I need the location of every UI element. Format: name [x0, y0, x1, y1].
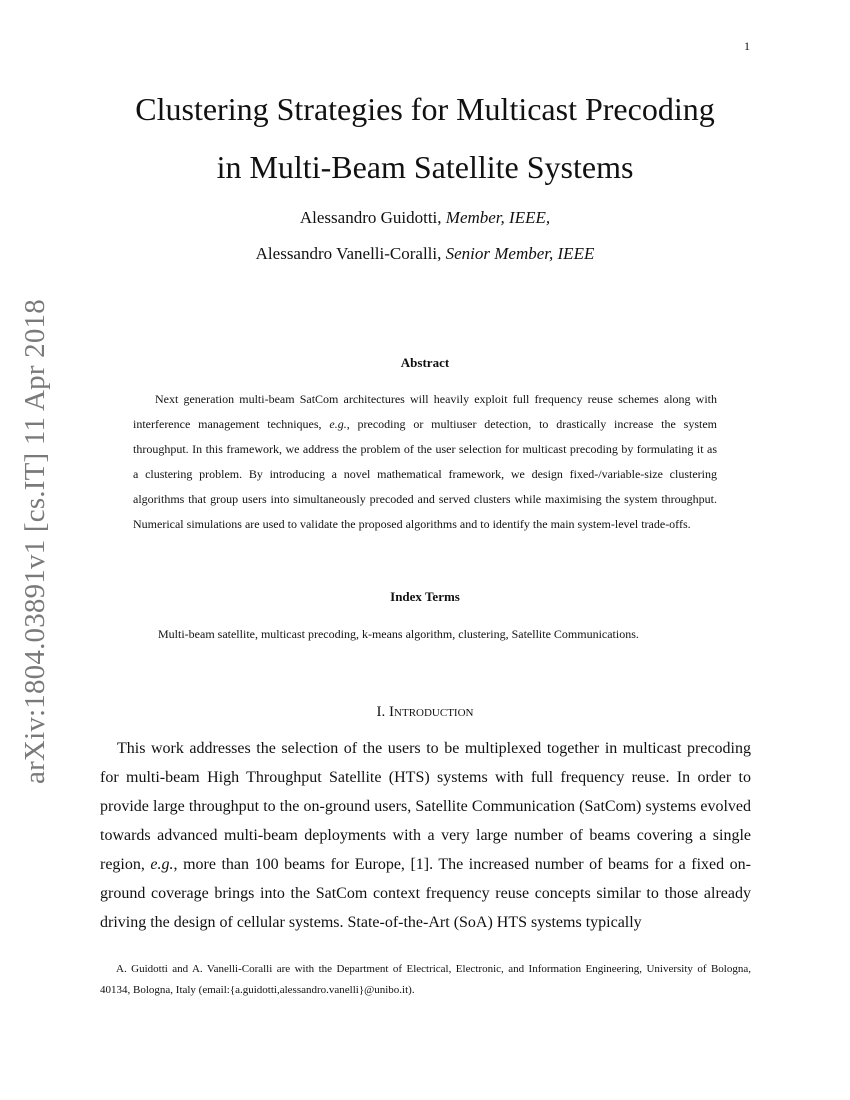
introduction-numeral: I.: [376, 704, 390, 720]
paper-title: [100, 80, 750, 196]
index-terms-heading: Index Terms: [390, 589, 460, 604]
intro-eg: e.g.: [150, 856, 174, 873]
affiliation-footnote: A. Guidotti and A. Vanelli-Coralli are with the Department of Electrical, Electronic, and Information Engineering, University of Bologna, 40134, Bologna, Italy (email:{a.guidotti,alessandro.vanelli}@unibo.it).: [100, 963, 751, 996]
arxiv-identifier-stamp: arXiv:1804.03891v1 [cs.IT] 11 Apr 2018: [19, 299, 51, 784]
title-line-2: in Multi-Beam Satellite Systems: [216, 149, 634, 185]
author-1-name: Alessandro Guidotti,: [299, 208, 446, 227]
author-1-role: Member, IEEE,: [445, 208, 551, 227]
author-block: [100, 200, 750, 272]
intro-part-2: , more than 100 beams for Europe, [1]. The increased number of beams for a fixed on-ground coverage brings into the SatCom context frequency reuse concepts similar to those already driving the design of cellular systems. State-of-the-Art (SoA) HTS systems typically: [100, 856, 752, 931]
intro-part-1: This work addresses the selection of the users to be multiplexed together in multicast precoding for multi-beam High Throughput Satellite (HTS) systems with full frequency reuse. In order to provide large throughput to the on-ground users, Satellite Communication (SatCom) systems evolved towards advanced multi-beam deployments with a very large number of beams covering a single region,: [100, 740, 751, 873]
abstract-text: [133, 387, 717, 537]
abstract-part-2: , precoding or multiuser detection, to drastically increase the system throughput. In this framework, we address the problem of the user selection for multicast precoding by formulating it as a clustering problem. By introducing a novel mathematical framework, we design fixed-/variable-size clustering algorithms that group users into simultaneously precoded and served clusters while maximising the system throughput. Numerical simulations are used to validate the proposed algorithms and to identify the main system-level trade-offs.: [133, 417, 717, 531]
author-2: [100, 236, 750, 272]
abstract-eg: e.g.: [329, 417, 347, 431]
index-terms-text: Multi-beam satellite, multicast precoding, k-means algorithm, clustering, Satellite Communications.: [158, 627, 639, 641]
author-2-role: Senior Member, IEEE: [445, 244, 595, 263]
introduction-title: Introduction: [389, 704, 474, 720]
author-1: [100, 200, 750, 236]
page-number: 1: [744, 39, 750, 53]
introduction-paragraph: [100, 734, 751, 937]
author-2-name: Alessandro Vanelli-Coralli,: [255, 244, 446, 263]
abstract-heading: Abstract: [400, 355, 450, 370]
abstract-part-1: Next generation multi-beam SatCom architectures will heavily exploit full frequency reuse schemes along with interference management techniques,: [133, 392, 717, 431]
title-line-1: Clustering Strategies for Multicast Precoding: [135, 91, 715, 127]
introduction-heading: [100, 704, 750, 721]
